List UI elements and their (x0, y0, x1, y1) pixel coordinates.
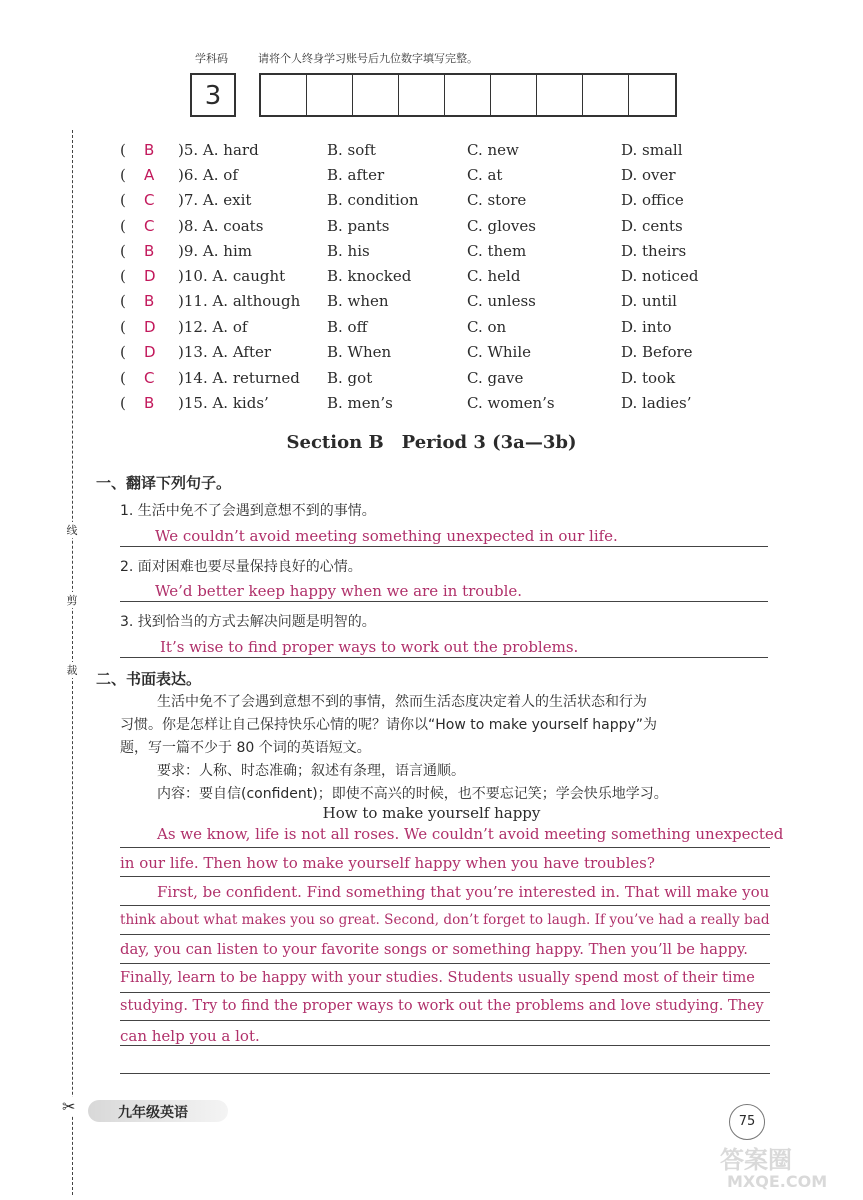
essay-line: day, you can listen to your favorite songs or something happy. Then you’ll be happy. (120, 941, 749, 958)
question-row: ( B )5. A. hard B. soft C. new D. small (120, 138, 820, 162)
answer-letter: C (144, 369, 155, 387)
ruled-line (120, 905, 770, 906)
question-row: ( B )9. A. him B. his C. them D. theirs (120, 239, 820, 263)
question-row: ( D )10. A. caught B. knocked C. held D. noticed (120, 264, 820, 288)
section-title: Section B Period 3 (3a—3b) (286, 432, 577, 453)
scissors-icon: ✂ (62, 1097, 76, 1116)
subject-code-box: 3 (190, 73, 236, 117)
essay-line: studying. Try to find the proper ways to work out the problems and love studying. They (120, 998, 764, 1014)
question-row: ( D )12. A. of B. off C. on D. into (120, 315, 820, 339)
answer-letter: B (144, 242, 155, 260)
ruled-line (120, 992, 770, 993)
ruled-line (120, 1020, 770, 1021)
book-title: 九年级英语 (118, 1105, 188, 1121)
answer-letter: C (144, 217, 155, 235)
answer-line (120, 657, 768, 658)
subject-code-label: 学科码 (195, 52, 228, 65)
answer-letter: D (144, 318, 156, 336)
writing-intro-line: 习惯。你是怎样让自己保持快乐心情的呢？请你以“How to make yourself happy”为 (120, 717, 658, 733)
translate-answer: We couldn’t avoid meeting something unexpected in our life. (155, 527, 618, 545)
translate-answer: We’d better keep happy when we are in trouble. (155, 582, 523, 600)
answer-letter: D (144, 267, 156, 285)
essay-line: As we know, life is not all roses. We couldn’t avoid meeting something unexpected (157, 825, 784, 843)
ruled-line (120, 1045, 770, 1046)
account-instruction: 请将个人终身学习账号后九位数字填写完整。 (258, 52, 478, 65)
ruled-line (120, 963, 770, 964)
ruled-line (120, 876, 770, 877)
translate-prompt: 1. 生活中免不了会遇到意想不到的事情。 (120, 503, 376, 519)
answer-letter: B (144, 141, 155, 159)
translate-prompt: 2. 面对困难也要尽量保持良好的心情。 (120, 559, 362, 575)
digit-box[interactable] (583, 75, 629, 115)
digit-box[interactable] (445, 75, 491, 115)
watermark: 答案圈 (720, 1146, 792, 1174)
page-number: 75 (729, 1104, 765, 1140)
margin-tear-char: 裁 (64, 662, 80, 678)
margin-line-char: 线 (64, 522, 80, 538)
answer-line (120, 601, 768, 602)
answer-line (120, 546, 768, 547)
account-digit-boxes[interactable] (259, 73, 677, 117)
answer-letter: C (144, 191, 155, 209)
question-row: ( C )7. A. exit B. condition C. store D. office (120, 188, 820, 212)
part2-heading: 二、书面表达。 (96, 670, 202, 688)
margin-cut-char: 剪 (64, 592, 80, 608)
digit-box[interactable] (307, 75, 353, 115)
part1-heading: 一、翻译下列句子。 (96, 474, 232, 492)
essay-title: How to make yourself happy (322, 804, 541, 822)
translate-prompt: 3. 找到恰当的方式去解决问题是明智的。 (120, 614, 376, 630)
essay-line: in our life. Then how to make yourself happy when you have troubles? (120, 854, 655, 872)
writing-intro-line: 题，写一篇不少于 80 个词的英语短文。 (120, 740, 371, 756)
question-row: ( D )13. A. After B. When C. While D. Before (120, 340, 820, 364)
writing-requirement: 要求：人称、时态准确；叙述有条理，语言通顺。 (157, 763, 465, 779)
essay-line: can help you a lot. (120, 1027, 260, 1045)
question-row: ( B )11. A. although B. when C. unless D. until (120, 289, 820, 313)
answer-letter: B (144, 292, 155, 310)
question-row: ( A )6. A. of B. after C. at D. over (120, 163, 820, 187)
writing-content: 内容：要自信(confident)；即使不高兴的时候，也不要忘记笑；学会快乐地学习。 (157, 786, 668, 802)
essay-line: think about what makes you so great. Second, don’t forget to laugh. If you’ve had a really bad (120, 912, 770, 928)
digit-box[interactable] (629, 75, 675, 115)
question-row: ( C )14. A. returned B. got C. gave D. took (120, 366, 820, 390)
digit-box[interactable] (399, 75, 445, 115)
writing-intro-line: 生活中免不了会遇到意想不到的事情，然而生活态度决定着人的生活状态和行为 (157, 694, 647, 710)
digit-box[interactable] (537, 75, 583, 115)
answer-letter: B (144, 394, 155, 412)
ruled-line (120, 934, 770, 935)
answer-letter: A (144, 166, 155, 184)
digit-box[interactable] (353, 75, 399, 115)
question-row: ( C )8. A. coats B. pants C. gloves D. cents (120, 214, 820, 238)
essay-line: First, be confident. Find something that you’re interested in. That will make you (157, 883, 770, 901)
answer-letter: D (144, 343, 156, 361)
watermark-url: MXQE.COM (727, 1172, 828, 1191)
digit-box[interactable] (491, 75, 537, 115)
ruled-line (120, 1073, 770, 1074)
translate-answer: It’s wise to find proper ways to work out the problems. (160, 638, 579, 656)
digit-box[interactable] (261, 75, 307, 115)
essay-line: Finally, learn to be happy with your studies. Students usually spend most of their time (120, 970, 755, 986)
question-row: ( B )15. A. kids’ B. men’s C. women’s D. ladies’ (120, 391, 820, 415)
ruled-line (120, 847, 770, 848)
